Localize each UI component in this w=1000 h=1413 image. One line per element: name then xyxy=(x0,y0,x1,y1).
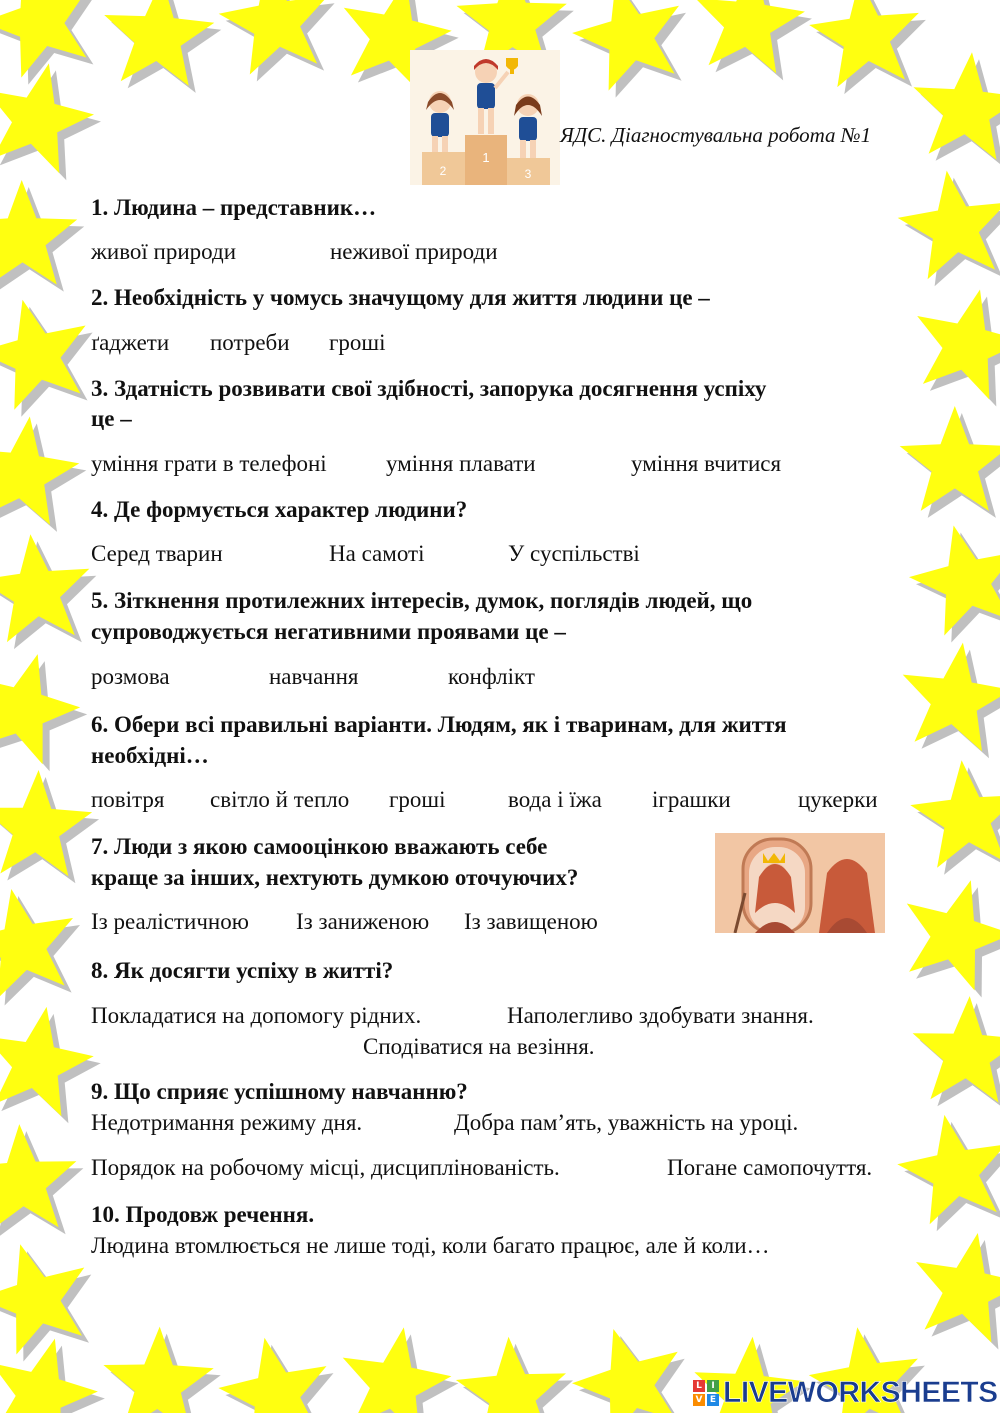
podium-number-2: 2 xyxy=(439,164,447,178)
worksheet-title: ЯДС. Діагностувальна робота №1 xyxy=(560,123,872,147)
q3-option-2[interactable]: уміння плавати xyxy=(386,451,536,476)
q4-option-1[interactable]: Серед тварин xyxy=(91,541,223,566)
question-7-line-2: краще за інших, нехтують думкою оточуючих? xyxy=(91,865,579,890)
q3-option-1[interactable]: уміння грати в телефоні xyxy=(91,451,327,476)
q6-option-3[interactable]: гроші xyxy=(389,787,446,812)
q1-option-2[interactable]: неживої природи xyxy=(330,239,498,264)
question-3-line-1: 3. Здатність розвивати свої здібності, запорука досягнення успіху xyxy=(91,376,767,401)
q8-option-3[interactable]: Сподіватися на везіння. xyxy=(363,1034,595,1059)
q6-option-2[interactable]: світло й тепло xyxy=(210,787,350,812)
q9-option-2[interactable]: Добра пам’ять, уважність на уроці. xyxy=(454,1110,799,1135)
question-3-line-2: це – xyxy=(91,406,132,431)
question-6-line-1: 6. Обери всі правильні варіанти. Людям, як і тваринам, для життя xyxy=(91,712,787,737)
q3-option-3[interactable]: уміння вчитися xyxy=(631,451,782,476)
logo-cubes-icon xyxy=(693,1380,719,1406)
q7-option-3[interactable]: Із завищеною xyxy=(464,909,598,934)
star-shape xyxy=(343,1327,452,1413)
q4-option-2[interactable]: На самоті xyxy=(329,541,425,566)
q9-option-3[interactable]: Порядок на робочому місці, дисциплінованість. xyxy=(91,1155,560,1180)
q9-option-1[interactable]: Недотримання режиму дня. xyxy=(91,1110,363,1135)
q7-option-1[interactable]: Із реалістичною xyxy=(91,909,249,934)
logo-cube-i: I xyxy=(707,1380,719,1392)
question-4: 4. Де формується характер людини? xyxy=(91,497,468,522)
question-8: 8. Як досягти успіху в житті? xyxy=(91,958,394,983)
question-5-line-2: супроводжується негативними проявами це – xyxy=(91,619,566,644)
star-shape xyxy=(916,1233,1000,1343)
star-shape xyxy=(572,1329,678,1413)
question-6-line-2: необхідні… xyxy=(91,743,209,768)
q5-option-1[interactable]: розмова xyxy=(91,664,170,689)
q9-option-4[interactable]: Погане самопочуття. xyxy=(667,1155,873,1180)
q4-option-3[interactable]: У суспільстві xyxy=(508,541,640,566)
kids-podium-illustration xyxy=(410,50,560,185)
q8-option-1[interactable]: Покладатися на допомогу рідних. xyxy=(91,1003,422,1028)
q6-option-6[interactable]: цукерки xyxy=(798,787,878,812)
question-1: 1. Людина – представник… xyxy=(91,195,377,220)
q1-option-1[interactable]: живої природи xyxy=(91,239,237,264)
q5-option-2[interactable]: навчання xyxy=(269,664,359,689)
question-2: 2. Необхідність у чомусь значущому для життя людини це – xyxy=(91,285,710,310)
q6-option-4[interactable]: вода і їжа xyxy=(508,787,602,812)
star-shape xyxy=(103,1327,213,1413)
star-shape xyxy=(456,1337,566,1413)
question-10: 10. Продовж речення. xyxy=(91,1202,315,1227)
q5-option-3[interactable]: конфлікт xyxy=(448,664,535,689)
q2-option-1[interactable]: ґаджети xyxy=(91,330,170,355)
liveworksheets-logo[interactable] xyxy=(693,1373,998,1413)
question-5-line-1: 5. Зіткнення протилежних інтересів, думок, поглядів людей, що xyxy=(91,588,753,613)
star-shape xyxy=(909,526,1000,636)
star-shape xyxy=(695,0,805,73)
q7-option-2[interactable]: Із заниженою xyxy=(296,909,430,934)
q2-option-3[interactable]: гроші xyxy=(329,330,386,355)
podium-number-3: 3 xyxy=(524,167,532,181)
q6-option-1[interactable]: повітря xyxy=(91,787,165,812)
question-9: 9. Що сприяє успішному навчанню? xyxy=(91,1079,468,1104)
q2-option-2[interactable]: потреби xyxy=(210,330,290,355)
podium-number-1: 1 xyxy=(482,150,490,165)
mirror-illustration xyxy=(715,833,885,933)
logo-cube-v: V xyxy=(693,1394,705,1406)
q6-option-5[interactable]: іграшки xyxy=(652,787,731,812)
logo-text: LIVEWORKSHEETS xyxy=(723,1376,998,1409)
logo-cube-e: E xyxy=(707,1394,719,1406)
q8-option-2[interactable]: Наполегливо здобувати знання. xyxy=(507,1003,814,1028)
q10-sentence[interactable]: Людина втомлюється не лише тоді, коли багато працює, але й коли… xyxy=(91,1233,770,1258)
logo-cube-l: L xyxy=(693,1380,705,1392)
question-7-line-1: 7. Люди з якою самооцінкою вважають себе xyxy=(91,834,548,859)
